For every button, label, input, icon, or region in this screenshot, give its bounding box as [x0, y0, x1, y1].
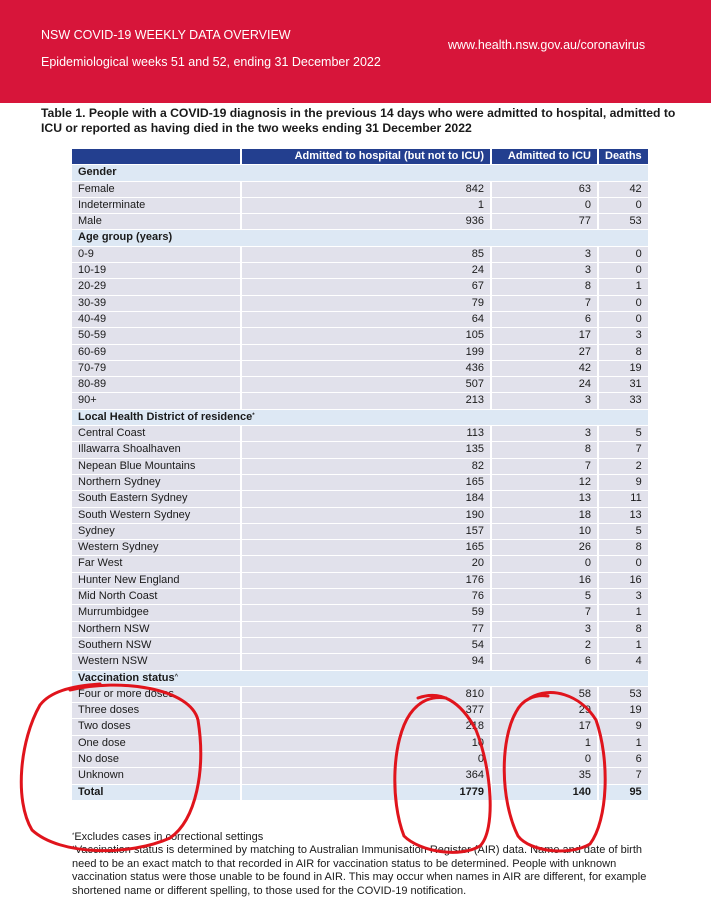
icu-value: 2 — [492, 638, 597, 653]
footnote-mark: * — [72, 833, 75, 839]
total-row — [72, 785, 648, 800]
icu-value: 27 — [492, 345, 597, 360]
data-table — [70, 148, 650, 801]
row-label: 60-69 — [72, 345, 240, 360]
table-row — [72, 524, 648, 539]
icu-value: 6 — [492, 312, 597, 327]
row-label: 50-59 — [72, 328, 240, 343]
deaths-value: 7 — [599, 768, 648, 783]
hospital-value: 59 — [242, 605, 490, 620]
icu-value: 26 — [492, 540, 597, 555]
table-row — [72, 263, 648, 278]
icu-value: 8 — [492, 279, 597, 294]
row-label: South Western Sydney — [72, 508, 240, 523]
table-row — [72, 361, 648, 376]
hospital-value: 0 — [242, 752, 490, 767]
deaths-value: 1 — [599, 279, 648, 294]
table-row — [72, 752, 648, 767]
icu-value: 3 — [492, 622, 597, 637]
deaths-value: 13 — [599, 508, 648, 523]
deaths-value: 19 — [599, 703, 648, 718]
hospital-value: 82 — [242, 459, 490, 474]
hospital-value: 436 — [242, 361, 490, 376]
hospital-value: 1 — [242, 198, 490, 213]
table-row — [72, 573, 648, 588]
table-row — [72, 508, 648, 523]
icu-value: 8 — [492, 442, 597, 457]
table-row — [72, 345, 648, 360]
deaths-value: 8 — [599, 622, 648, 637]
hospital-value: 842 — [242, 182, 490, 197]
footnote-mark: ^ — [72, 846, 75, 853]
table-row — [72, 540, 648, 555]
row-label: Sydney — [72, 524, 240, 539]
deaths-value: 31 — [599, 377, 648, 392]
icu-value: 18 — [492, 508, 597, 523]
section-header-row — [72, 671, 648, 686]
hospital-value: 157 — [242, 524, 490, 539]
icu-value: 42 — [492, 361, 597, 376]
icu-value: 0 — [492, 198, 597, 213]
icu-value: 12 — [492, 475, 597, 490]
hospital-value: 76 — [242, 589, 490, 604]
icu-value: 7 — [492, 605, 597, 620]
deaths-value: 2 — [599, 459, 648, 474]
section-header-row — [72, 165, 648, 180]
deaths-value: 7 — [599, 442, 648, 457]
icu-value: 3 — [492, 263, 597, 278]
website-url[interactable]: www.health.nsw.gov.au/coronavirus — [448, 38, 646, 52]
total-deaths: 95 — [599, 785, 648, 800]
hospital-value: 24 — [242, 263, 490, 278]
row-label: Male — [72, 214, 240, 229]
row-label: Three doses — [72, 703, 240, 718]
deaths-value: 8 — [599, 540, 648, 555]
section-title-text: Gender — [78, 166, 117, 179]
table-row — [72, 556, 648, 571]
hospital-value: 377 — [242, 703, 490, 718]
hospital-value: 218 — [242, 719, 490, 734]
hospital-value: 77 — [242, 622, 490, 637]
deaths-value: 53 — [599, 687, 648, 702]
row-label: 30-39 — [72, 296, 240, 311]
row-label: Western NSW — [72, 654, 240, 669]
deaths-value: 0 — [599, 198, 648, 213]
table-row — [72, 279, 648, 294]
icu-value: 35 — [492, 768, 597, 783]
hospital-value: 54 — [242, 638, 490, 653]
table-row — [72, 491, 648, 506]
icu-value: 24 — [492, 377, 597, 392]
hospital-value: 190 — [242, 508, 490, 523]
deaths-value: 4 — [599, 654, 648, 669]
row-label: Hunter New England — [72, 573, 240, 588]
report-title: NSW COVID-19 WEEKLY DATA OVERVIEW — [41, 28, 291, 42]
table-row — [72, 442, 648, 457]
hospital-value: 67 — [242, 279, 490, 294]
footnote-vaccination — [72, 844, 652, 898]
icu-value: 17 — [492, 719, 597, 734]
footnote-mark: * — [252, 412, 255, 419]
report-banner — [0, 0, 711, 103]
icu-value: 58 — [492, 687, 597, 702]
hospital-value: 165 — [242, 475, 490, 490]
hospital-value: 64 — [242, 312, 490, 327]
deaths-value: 33 — [599, 393, 648, 408]
deaths-value: 11 — [599, 491, 648, 506]
deaths-value: 19 — [599, 361, 648, 376]
table-row — [72, 426, 648, 441]
deaths-value: 0 — [599, 312, 648, 327]
icu-value: 1 — [492, 736, 597, 751]
footnote-text: Vaccination status is determined by matching to Australian Immunisation Register (AIR) data. Name and date of birth need to be an exact match to that recorded in AIR for vaccination status to be determined. People with unknown vaccination status were those unable to be found in AIR. This may occur when names in AIR are different, for example shortened name or different spelling, to those used for the COVID-19 notification. — [72, 844, 647, 897]
table-row — [72, 182, 648, 197]
table-row — [72, 459, 648, 474]
hospital-value: 79 — [242, 296, 490, 311]
column-header-category — [72, 149, 240, 164]
table-row — [72, 736, 648, 751]
deaths-value: 3 — [599, 589, 648, 604]
footnote-mark: ^ — [174, 673, 179, 680]
hospital-value: 184 — [242, 491, 490, 506]
icu-value: 77 — [492, 214, 597, 229]
icu-value: 63 — [492, 182, 597, 197]
icu-value: 29 — [492, 703, 597, 718]
icu-value: 0 — [492, 752, 597, 767]
deaths-value: 1 — [599, 736, 648, 751]
hospital-value: 176 — [242, 573, 490, 588]
table-row — [72, 328, 648, 343]
deaths-value: 3 — [599, 328, 648, 343]
section-header-row — [72, 410, 648, 425]
table-row — [72, 247, 648, 262]
deaths-value: 0 — [599, 296, 648, 311]
footnotes — [72, 831, 652, 898]
row-label: Central Coast — [72, 426, 240, 441]
row-label: South Eastern Sydney — [72, 491, 240, 506]
row-label: 70-79 — [72, 361, 240, 376]
icu-value: 6 — [492, 654, 597, 669]
footnote-correctional — [72, 831, 652, 844]
table-row — [72, 589, 648, 604]
table-header-row — [72, 149, 648, 164]
row-label: Far West — [72, 556, 240, 571]
deaths-value: 5 — [599, 524, 648, 539]
hospital-value: 364 — [242, 768, 490, 783]
footnote-text: Excludes cases in correctional settings — [74, 831, 264, 843]
deaths-value: 16 — [599, 573, 648, 588]
deaths-value: 9 — [599, 475, 648, 490]
hospital-value: 165 — [242, 540, 490, 555]
row-label: One dose — [72, 736, 240, 751]
hospital-value: 135 — [242, 442, 490, 457]
row-label: Murrumbidgee — [72, 605, 240, 620]
deaths-value: 53 — [599, 214, 648, 229]
table-row — [72, 214, 648, 229]
row-label: Northern Sydney — [72, 475, 240, 490]
row-label: Two doses — [72, 719, 240, 734]
hospital-value: 810 — [242, 687, 490, 702]
section-title — [72, 165, 648, 180]
column-header-icu: Admitted to ICU — [492, 149, 597, 164]
hospital-value: 20 — [242, 556, 490, 571]
hospital-value: 85 — [242, 247, 490, 262]
table-body — [72, 165, 648, 800]
row-label: No dose — [72, 752, 240, 767]
hospital-value: 105 — [242, 328, 490, 343]
hospital-value: 199 — [242, 345, 490, 360]
table-row — [72, 622, 648, 637]
table-row — [72, 768, 648, 783]
section-header-row — [72, 230, 648, 245]
deaths-value: 8 — [599, 345, 648, 360]
icu-value: 7 — [492, 296, 597, 311]
row-label: 90+ — [72, 393, 240, 408]
section-title — [72, 671, 648, 686]
table-caption: Table 1. People with a COVID-19 diagnosis in the previous 14 days who were admitted to hospital, admitted to ICU or reported as having died in the two weeks ending 31 December 2022 — [41, 106, 676, 135]
icu-value: 13 — [492, 491, 597, 506]
table-row — [72, 296, 648, 311]
table-row — [72, 393, 648, 408]
hospital-value: 213 — [242, 393, 490, 408]
total-icu: 140 — [492, 785, 597, 800]
table-row — [72, 719, 648, 734]
hospital-value: 94 — [242, 654, 490, 669]
row-label: 80-89 — [72, 377, 240, 392]
section-title-text: Age group (years) — [78, 231, 173, 244]
row-label: 0-9 — [72, 247, 240, 262]
column-header-hospital: Admitted to hospital (but not to ICU) — [242, 149, 490, 164]
deaths-value: 42 — [599, 182, 648, 197]
total-label: Total — [72, 785, 240, 800]
deaths-value: 0 — [599, 556, 648, 571]
row-label: Four or more doses — [72, 687, 240, 702]
row-label: 10-19 — [72, 263, 240, 278]
row-label: 20-29 — [72, 279, 240, 294]
section-title — [72, 410, 648, 425]
row-label: Western Sydney — [72, 540, 240, 555]
table-row — [72, 312, 648, 327]
table-row — [72, 638, 648, 653]
deaths-value: 9 — [599, 719, 648, 734]
deaths-value: 0 — [599, 263, 648, 278]
row-label: Unknown — [72, 768, 240, 783]
deaths-value: 5 — [599, 426, 648, 441]
deaths-value: 0 — [599, 247, 648, 262]
total-hospital: 1779 — [242, 785, 490, 800]
row-label: Indeterminate — [72, 198, 240, 213]
section-title — [72, 230, 648, 245]
icu-value: 0 — [492, 556, 597, 571]
icu-value: 7 — [492, 459, 597, 474]
hospital-value: 10 — [242, 736, 490, 751]
hospital-value: 936 — [242, 214, 490, 229]
icu-value: 17 — [492, 328, 597, 343]
table-row — [72, 687, 648, 702]
row-label: Nepean Blue Mountains — [72, 459, 240, 474]
hospital-value: 507 — [242, 377, 490, 392]
hospital-value: 113 — [242, 426, 490, 441]
deaths-value: 1 — [599, 638, 648, 653]
icu-value: 10 — [492, 524, 597, 539]
icu-value: 5 — [492, 589, 597, 604]
icu-value: 3 — [492, 393, 597, 408]
icu-value: 3 — [492, 426, 597, 441]
column-header-deaths: Deaths — [599, 149, 648, 164]
deaths-value: 6 — [599, 752, 648, 767]
icu-value: 3 — [492, 247, 597, 262]
table-row — [72, 198, 648, 213]
table-row — [72, 605, 648, 620]
icu-value: 16 — [492, 573, 597, 588]
row-label: Illawarra Shoalhaven — [72, 442, 240, 457]
table-row — [72, 654, 648, 669]
deaths-value: 1 — [599, 605, 648, 620]
row-label: Female — [72, 182, 240, 197]
table-row — [72, 377, 648, 392]
table-row — [72, 475, 648, 490]
table-row — [72, 703, 648, 718]
row-label: 40-49 — [72, 312, 240, 327]
row-label: Mid North Coast — [72, 589, 240, 604]
section-title-text: Vaccination status — [78, 671, 175, 684]
section-title-text: Local Health District of residence — [78, 410, 253, 423]
report-subtitle: Epidemiological weeks 51 and 52, ending 31 December 2022 — [41, 55, 381, 69]
row-label: Southern NSW — [72, 638, 240, 653]
row-label: Northern NSW — [72, 622, 240, 637]
